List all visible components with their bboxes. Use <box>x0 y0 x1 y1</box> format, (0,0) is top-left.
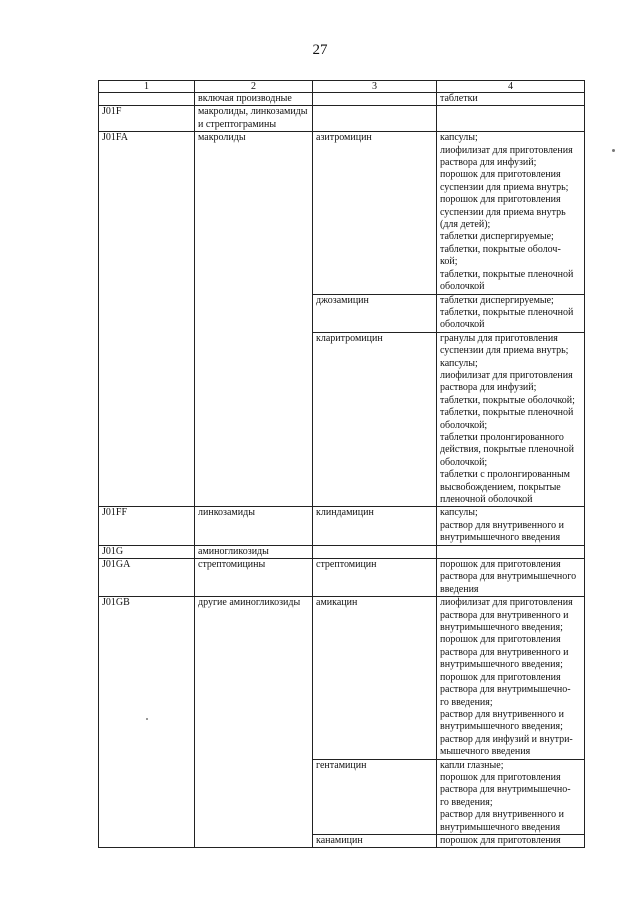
drug-cell: гентамицин <box>313 759 437 834</box>
drug-cell: азитромицин <box>313 132 437 294</box>
group-cell: аминогликозиды <box>195 545 313 558</box>
forms-cell: таблетки диспергируемые; таблетки, покрытые пленочной оболочкой <box>437 294 585 332</box>
code-cell: J01FF <box>99 507 195 545</box>
page-number: 27 <box>312 42 328 58</box>
drug-cell: стрептомицин <box>313 559 437 597</box>
group-cell: макролиды <box>195 132 313 507</box>
header-col-1: 1 <box>99 81 195 93</box>
drug-table <box>98 80 585 848</box>
forms-cell: гранулы для приготовления суспензии для приема внутрь; капсулы; лиофилизат для приготовления раствора для инфузий; таблетки, покрытые оболочкой; таблетки, покрытые пленочной оболочкой; таблетки пролонгированного действия, покрытые пленочной оболочкой; таблетки с пролонгированным высвобождением, покрытые пленочной оболочкой <box>437 332 585 507</box>
group-cell: включая производные <box>195 93 313 106</box>
header-col-4: 4 <box>437 81 585 93</box>
forms-cell: порошок для приготовления <box>437 834 585 847</box>
forms-cell: капсулы; раствор для внутривенного и внутримышечного введения <box>437 507 585 545</box>
table-row <box>99 545 585 558</box>
drug-cell <box>313 545 437 558</box>
drug-cell: амикацин <box>313 597 437 759</box>
forms-cell: капли глазные; порошок для приготовления раствора для внутримышечно- го введения; раствор для внутривенного и внутримышечного введения <box>437 759 585 834</box>
group-cell: стрептомицины <box>195 559 313 597</box>
forms-cell: порошок для приготовления раствора для внутримышечного введения <box>437 559 585 597</box>
group-cell: другие аминогликозиды <box>195 597 313 848</box>
table-header-row <box>99 81 585 93</box>
drug-cell: джозамицин <box>313 294 437 332</box>
table-row <box>99 507 585 545</box>
code-cell: J01GB <box>99 597 195 848</box>
group-cell: макролиды, линкозамиды и стрептограмины <box>195 106 313 132</box>
table-row <box>99 597 585 759</box>
drug-cell <box>313 93 437 106</box>
table-row <box>99 559 585 597</box>
code-cell <box>99 93 195 106</box>
header-col-2: 2 <box>195 81 313 93</box>
code-cell: J01FA <box>99 132 195 507</box>
drug-cell <box>313 106 437 132</box>
forms-cell <box>437 545 585 558</box>
scan-speck <box>146 718 148 720</box>
scan-speck <box>612 149 615 152</box>
table-row <box>99 106 585 132</box>
table-row <box>99 132 585 294</box>
forms-cell: капсулы; лиофилизат для приготовления раствора для инфузий; порошок для приготовления суспензии для приема внутрь; порошок для приготовления суспензии для приема внутрь (для детей); таблетки диспергируемые; таблетки, покрытые оболоч- кой; таблетки, покрытые пленочной оболочкой <box>437 132 585 294</box>
forms-cell: лиофилизат для приготовления раствора для внутривенного и внутримышечного введения; порошок для приготовления раствора для внутривенного и внутримышечного введения; порошок для приготовления раствора для внутримышечно- го введения; раствор для внутривенного и внутримышечного введения; раствор для инфузий и внутри- мышечного введения <box>437 597 585 759</box>
code-cell: J01G <box>99 545 195 558</box>
drug-cell: кларитромицин <box>313 332 437 507</box>
header-col-3: 3 <box>313 81 437 93</box>
drug-cell: канамицин <box>313 834 437 847</box>
table-row <box>99 93 585 106</box>
forms-cell <box>437 106 585 132</box>
code-cell: J01GA <box>99 559 195 597</box>
group-cell: линкозамиды <box>195 507 313 545</box>
code-cell: J01F <box>99 106 195 132</box>
forms-cell: таблетки <box>437 93 585 106</box>
drug-cell: клиндамицин <box>313 507 437 545</box>
